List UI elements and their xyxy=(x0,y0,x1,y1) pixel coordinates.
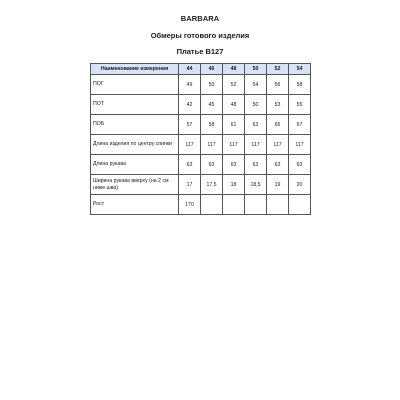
measurement-value: 17,5 xyxy=(201,175,223,195)
measurement-value: 61 xyxy=(223,115,245,135)
measurement-value xyxy=(267,195,289,215)
measurement-value: 55 xyxy=(289,95,311,115)
measurement-value: 170 xyxy=(179,195,201,215)
measurement-value: 63 xyxy=(179,155,201,175)
measurement-value: 63 xyxy=(201,155,223,175)
measurement-value: 49 xyxy=(179,75,201,95)
measurement-value: 117 xyxy=(289,135,311,155)
measurement-value: 117 xyxy=(179,135,201,155)
model-title: Платье В127 xyxy=(176,47,224,56)
measurement-value: 42 xyxy=(179,95,201,115)
measurement-value xyxy=(245,195,267,215)
measurement-value: 18 xyxy=(223,175,245,195)
measurement-name: Длина изделия по центру спинки xyxy=(91,135,179,155)
column-header-size: 52 xyxy=(267,64,289,75)
measurement-value: 63 xyxy=(289,155,311,175)
measurement-value xyxy=(201,195,223,215)
measurement-value: 58 xyxy=(289,75,311,95)
table-row xyxy=(91,95,311,115)
measurement-value: 50 xyxy=(245,95,267,115)
measurement-value: 48 xyxy=(223,95,245,115)
table-row xyxy=(91,175,311,195)
column-header-size: 50 xyxy=(245,64,267,75)
column-header-name: Наименование измерения xyxy=(91,64,179,75)
table-header-row xyxy=(91,64,311,75)
measurement-value: 19 xyxy=(267,175,289,195)
measurement-name: Длина рукава xyxy=(91,155,179,175)
measurement-name: ПОБ xyxy=(91,115,179,135)
measurement-value: 20 xyxy=(289,175,311,195)
measurement-value: 54 xyxy=(245,75,267,95)
measurement-value: 52 xyxy=(223,75,245,95)
column-header-size: 54 xyxy=(289,64,311,75)
measurement-name: ПОТ xyxy=(91,95,179,115)
measurement-value: 67 xyxy=(289,115,311,135)
measurement-value: 117 xyxy=(267,135,289,155)
table-row xyxy=(91,135,311,155)
measurement-value: 63 xyxy=(245,115,267,135)
measurement-value: 63 xyxy=(223,155,245,175)
measurement-value: 57 xyxy=(179,115,201,135)
measurement-value: 117 xyxy=(223,135,245,155)
measurement-value: 63 xyxy=(245,155,267,175)
measurement-value: 45 xyxy=(201,95,223,115)
measurement-value: 58 xyxy=(201,115,223,135)
table-row xyxy=(91,75,311,95)
measurement-value xyxy=(289,195,311,215)
measurement-value: 63 xyxy=(267,155,289,175)
table-row xyxy=(91,155,311,175)
measurement-value: 56 xyxy=(267,75,289,95)
measurement-name: ПОГ xyxy=(91,75,179,95)
measurement-value: 65 xyxy=(267,115,289,135)
measurement-value: 117 xyxy=(201,135,223,155)
measurement-value: 18,5 xyxy=(245,175,267,195)
column-header-size: 44 xyxy=(179,64,201,75)
measurement-value: 17 xyxy=(179,175,201,195)
measurement-value: 53 xyxy=(267,95,289,115)
table-row xyxy=(91,115,311,135)
brand-title: BARBARA xyxy=(180,14,220,23)
measurement-name: Рост xyxy=(91,195,179,215)
measurements-table xyxy=(90,63,311,215)
measurement-name: Ширина рукава вверху (на 2 см ниже шва) xyxy=(91,175,179,195)
measurement-value xyxy=(223,195,245,215)
column-header-size: 48 xyxy=(223,64,245,75)
document-subtitle: Обмеры готового изделия xyxy=(150,31,250,40)
measurement-value: 50 xyxy=(201,75,223,95)
measurement-value: 117 xyxy=(245,135,267,155)
column-header-size: 46 xyxy=(201,64,223,75)
table-row xyxy=(91,195,311,215)
